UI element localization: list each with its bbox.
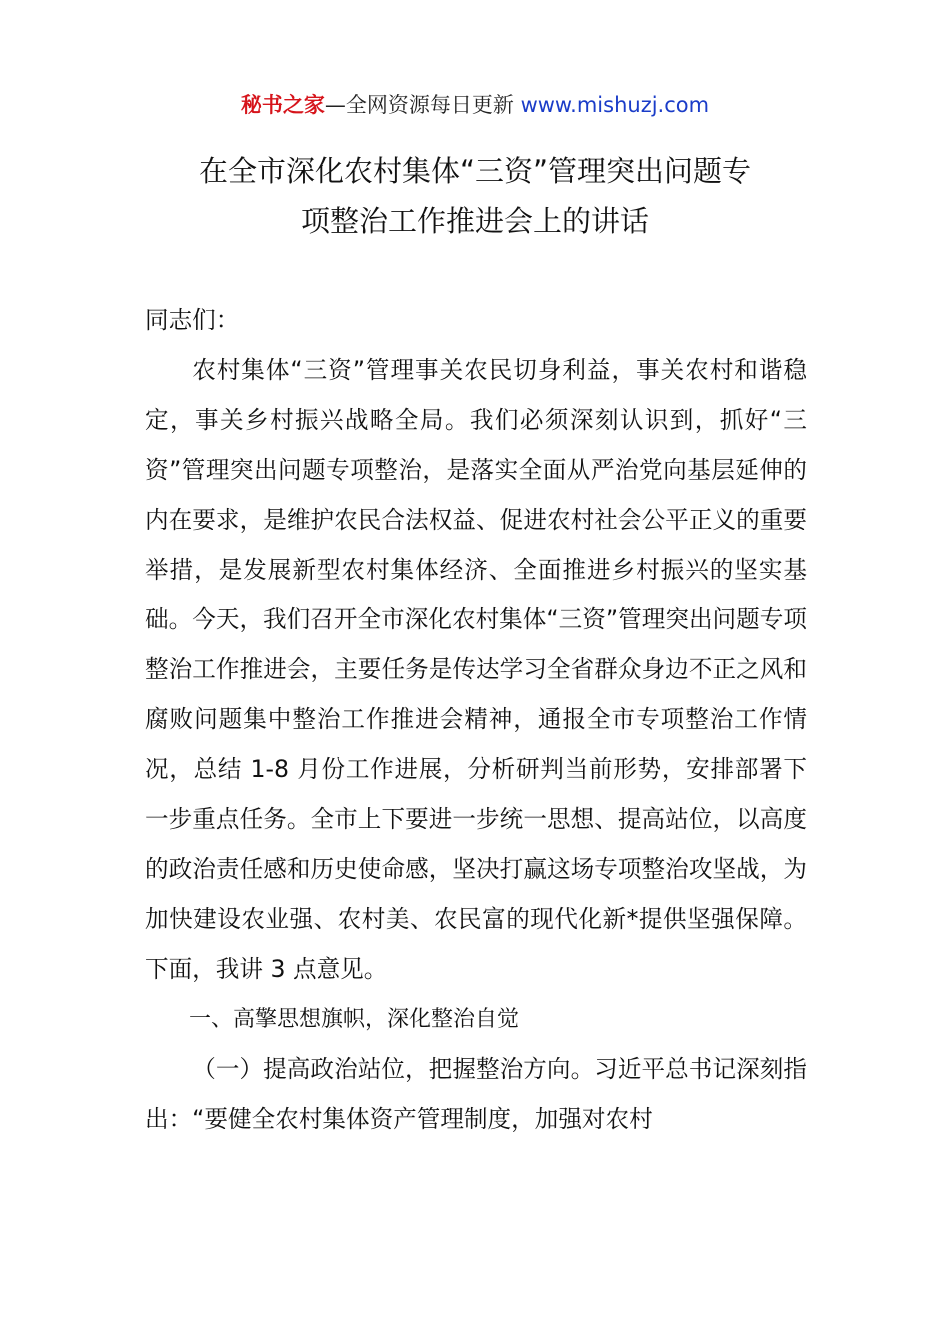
document-title-line-1: 在全市深化农村集体“三资”管理突出问题专 (198, 154, 752, 188)
site-header (0, 88, 950, 122)
document-title-line-2: 项整治工作推进会上的讲话 (300, 204, 649, 238)
document-title (100, 146, 850, 246)
section-heading-1: 一、高擎思想旗帜，深化整治自觉 (189, 1006, 520, 1032)
document-body (145, 296, 807, 1144)
site-url-link[interactable]: www.mishuzj.com (520, 93, 710, 117)
paragraph-section-1-1: （一）提高政治站位，把握整治方向。习近平总书记深刻指出：“要健全农村集体资产管理制度，加强对农村 (145, 1054, 807, 1133)
paragraph-intro: 农村集体“三资”管理事关农民切身利益，事关农村和谐稳定，事关乡村振兴战略全局。我们必须深刻认识到，抓好“三资”管理突出问题专项整治，是落实全面从严治党向基层延伸的内在要求，是维护农民合法权益、促进农村社会公平正义的重要举措，是发展新型农村集体经济、全面推进乡村振兴的坚实基础。今天，我们召开全市深化农村集体“三资”管理突出问题专项整治工作推进会，主要任务是传达学习全省群众身边不正之风和腐败问题集中整治工作推进会精神，通报全市专项整治工作情况，总结 1-8 月份工作进展，分析研判当前形势，安排部署下一步重点任务。全市上下要进一步统一思想、提高站位，以高度的政治责任感和历史使命感，坚决打赢这场专项整治攻坚战，为加快建设农业强、农村美、农民富的现代化新*提供坚强保障。下面，我讲 3 点意见。 (145, 355, 807, 983)
salutation: 同志们： (145, 306, 240, 334)
site-tagline: —全网资源每日更新 (324, 93, 521, 117)
site-brand: 秘书之家 (240, 93, 325, 117)
